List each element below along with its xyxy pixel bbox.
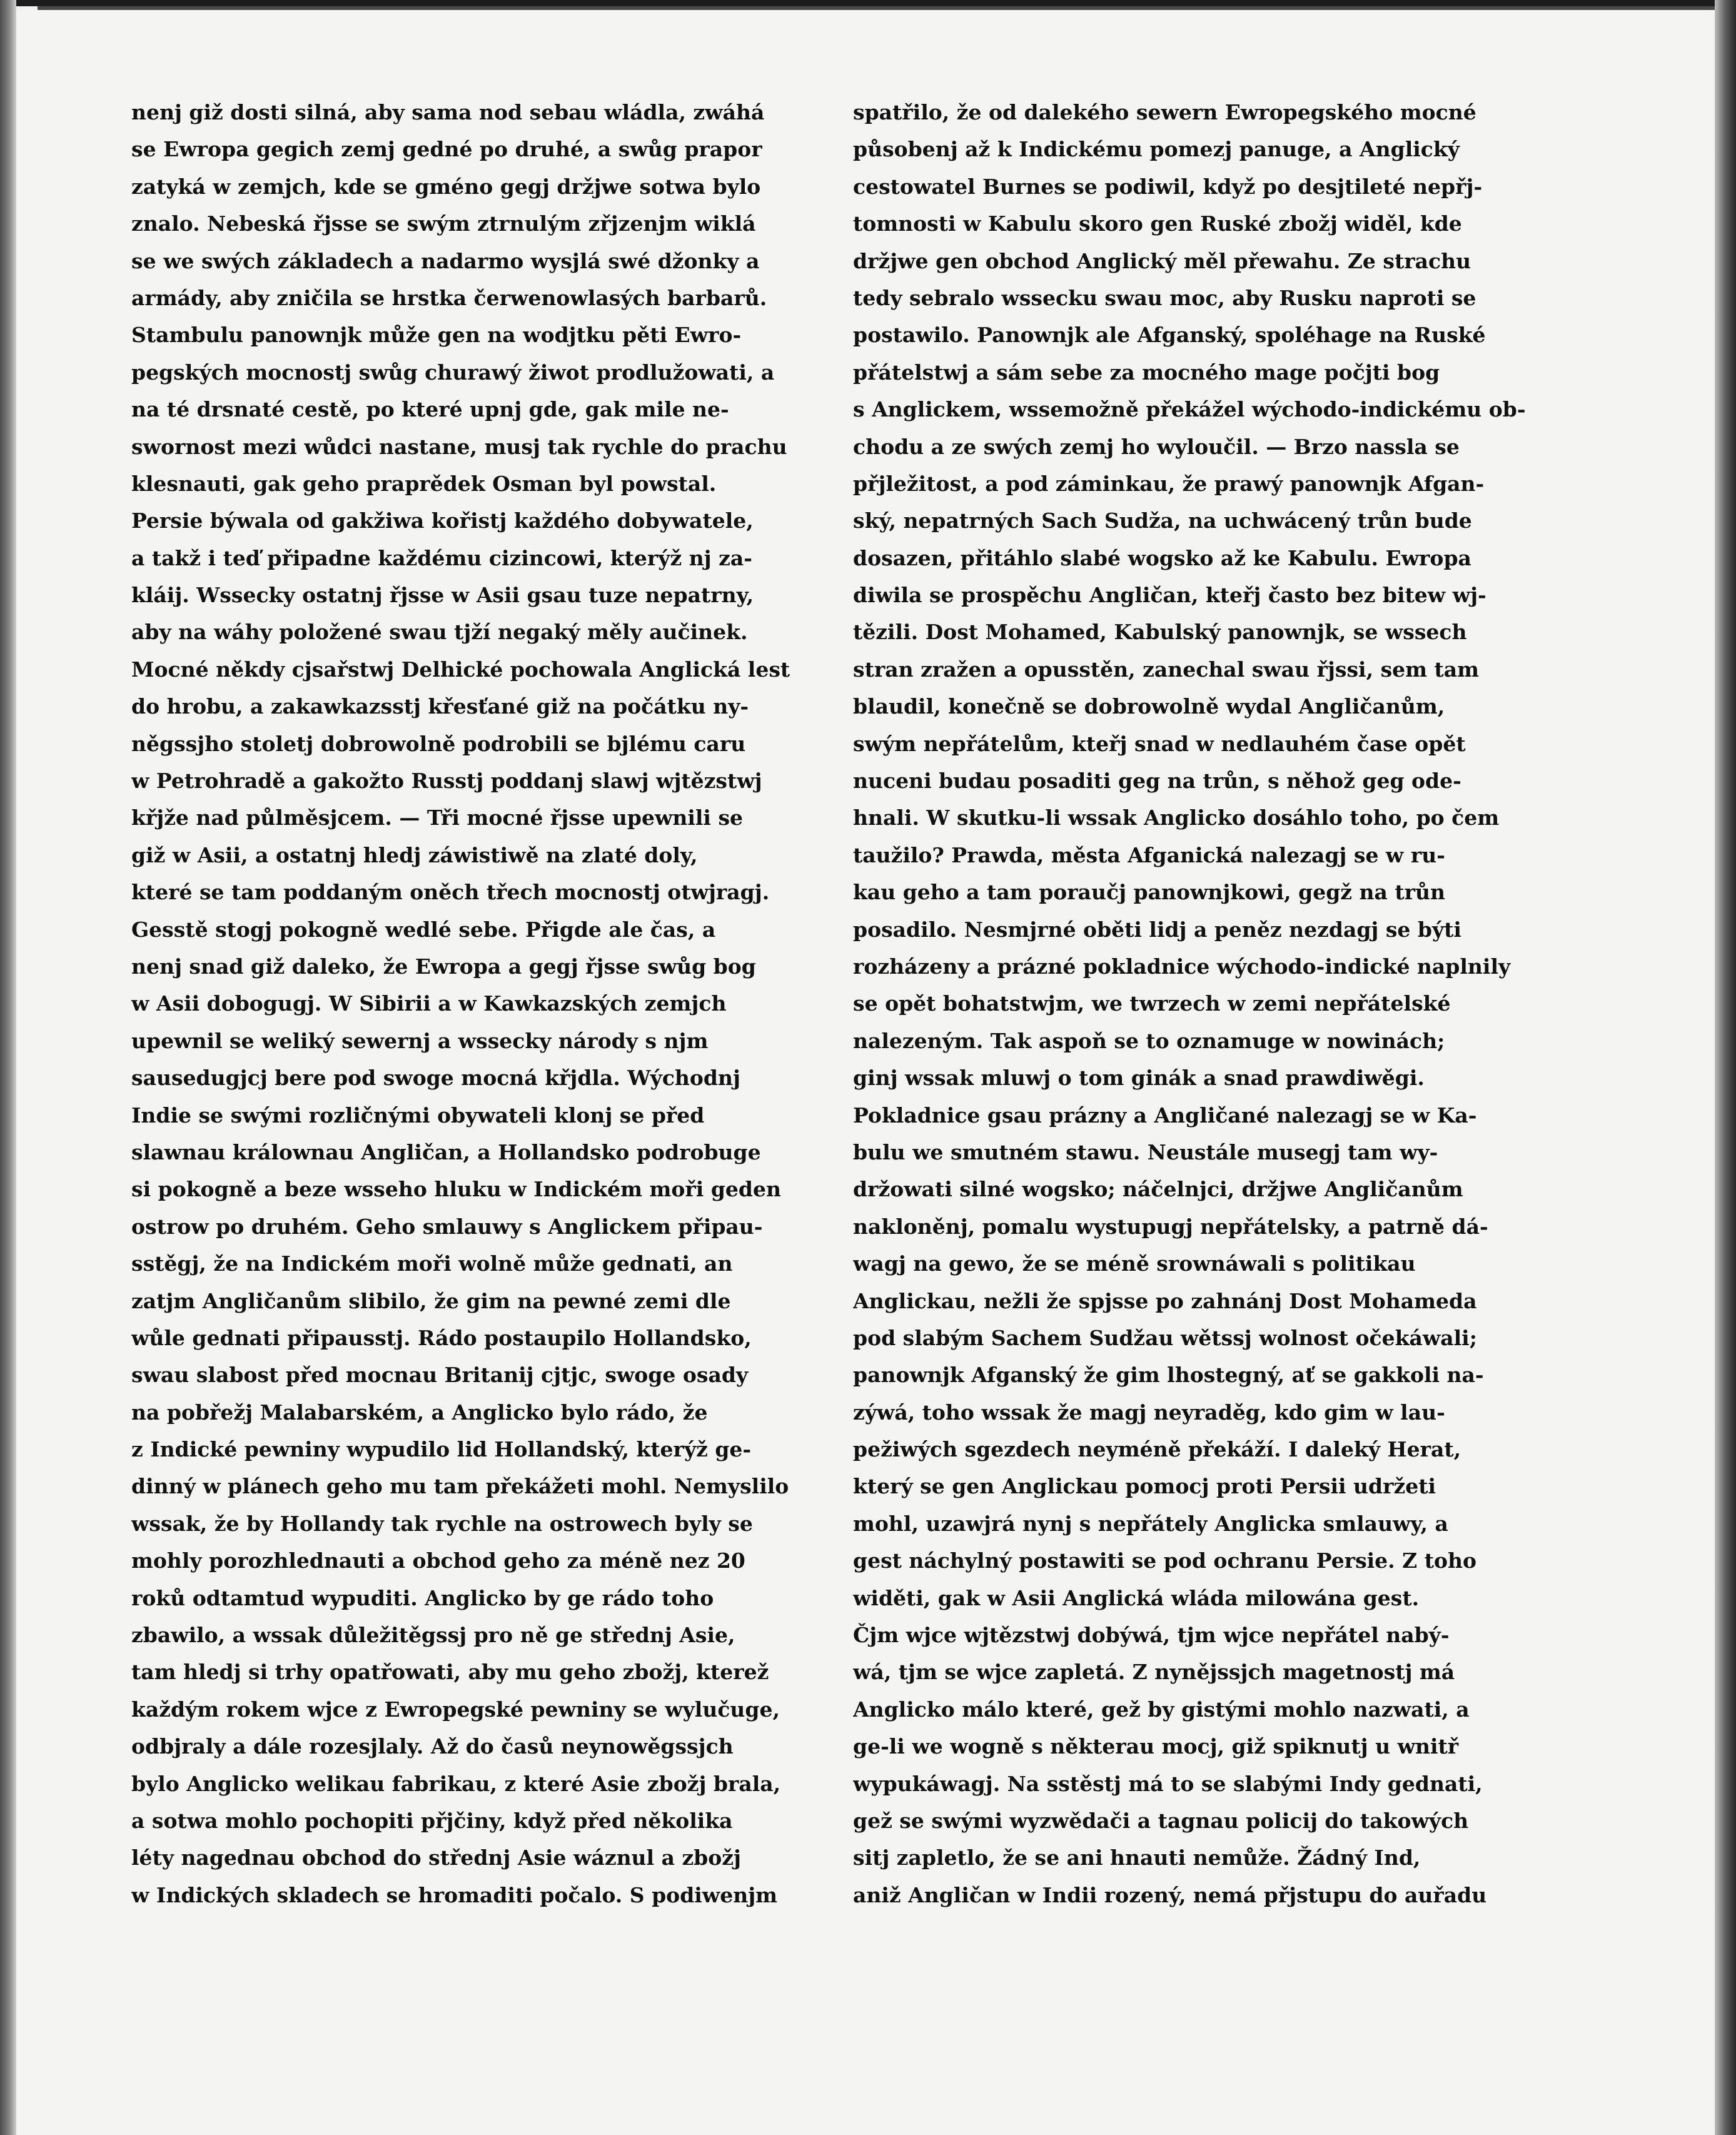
text-line: si pokogně a beze wsseho hluku w Indickém moři geden [131, 1177, 781, 1202]
text-line: ginj wssak mluwj o tom ginák a snad prawdiwěgi. [853, 1066, 1425, 1091]
text-line: blaudil, konečně se dobrowolně wydal Angličanům, [853, 694, 1445, 719]
text-line: gež se swými wyzwědači a tagnau policij do takowých [853, 1808, 1469, 1833]
text-line: se Ewropa gegich zemj gedné po druhé, a swůg prapor [131, 137, 762, 162]
text-line: zatyká w zemjch, kde se gméno gegj držjwe sotwa bylo [131, 174, 761, 199]
text-line: taužilo? Prawda, města Afganická nalezagj se w ru- [853, 842, 1445, 867]
text-line: do hrobu, a zakawkazsstj křesťané giž na počátku ny- [131, 694, 749, 719]
text-line: a sotwa mohlo pochopiti přjčiny, když před několika [131, 1808, 733, 1833]
text-line: ostrow po druhém. Geho smlauwy s Anglickem připau- [131, 1214, 763, 1239]
text-line: zatjm Angličanům slibilo, že gim na pewné zemi dle [131, 1288, 731, 1313]
text-line: nakloněnj, pomalu wystupugj nepřátelsky, a patrně dá- [853, 1214, 1488, 1239]
text-line: Persie býwala od gakžiwa kořistj každého dobywatele, [131, 508, 754, 533]
text-line: nuceni budau posaditi geg na trůn, s něhož geg ode- [853, 769, 1461, 794]
text-line: aby na wáhy položené swau tjží negaký měly aučinek. [131, 620, 748, 645]
text-line: držowati silné wogsko; náčelnjci, držjwe Angličanům [853, 1177, 1463, 1202]
text-line: w Indických skladech se hromaditi počalo. S podiwenjm [131, 1882, 778, 1907]
text-line: bylo Anglicko welikau fabrikau, z které Asie zbožj brala, [131, 1771, 781, 1796]
text-line: sausedugjcj bere pod swoge mocná křjdla. Wýchodnj [131, 1066, 740, 1091]
text-line: nenj giž dosti silná, aby sama nod sebau wládla, zwáhá [131, 100, 765, 124]
right-text-column [853, 94, 1532, 1914]
text-line: stran zražen a opusstěn, zanechal swau řjssi, sem tam [853, 657, 1480, 682]
text-line: křjže nad půlměsjcem. — Tři mocné řjsse upewnili se [131, 805, 744, 830]
text-line: tedy sebralo wssecku swau moc, aby Rusku naproti se [853, 285, 1476, 310]
text-line: posadilo. Nesmjrné oběti lidj a peněz nezdagj se býti [853, 917, 1461, 942]
text-line: přátelstwj a sám sebe za mocného mage počjti bog [853, 360, 1440, 385]
text-line: mohl, uzawjrá nynj s nepřátely Anglicka smlauwy, a [853, 1511, 1448, 1536]
text-line: ský, nepatrných Sach Sudža, na uchwácený trůn bude [853, 508, 1472, 533]
text-line: přjležitost, a pod záminkau, že prawý panownjk Afgan- [853, 471, 1485, 496]
text-line: chodu a ze swých zemj ho wyloučil. — Brzo nassla se [853, 434, 1460, 459]
text-line: tam hledj si trhy opatřowati, aby mu geho zbožj, kterež [131, 1660, 769, 1685]
text-line: w Asii dobogugj. W Sibirii a w Kawkazských zemjch [131, 991, 727, 1016]
text-line: který se gen Anglickau pomocj proti Persii udržeti [853, 1474, 1436, 1499]
text-line: Indie se swými rozličnými obywateli klonj se před [131, 1103, 705, 1128]
text-line: bulu we smutném stawu. Neustále musegj tam wy- [853, 1139, 1438, 1164]
scan-top-edge [0, 0, 1736, 6]
text-line: wagj na gewo, že se méně srownáwali s politikau [853, 1251, 1416, 1276]
text-line: Anglicko málo které, gež by gistými mohlo nazwati, a [853, 1697, 1470, 1722]
text-line: každým rokem wjce z Ewropegské pewniny se wylučuge, [131, 1697, 780, 1722]
text-line: w Petrohradě a gakožto Russtj poddanj slawj wjtězstwj [131, 769, 762, 794]
text-line: znalo. Nebeská řjsse se swým ztrnulým zřjzenjm wiklá [131, 211, 756, 236]
text-line: zbawilo, a wssak důležitěgssj pro ně ge střednj Asie, [131, 1623, 735, 1648]
text-line: mohly porozhlednauti a obchod geho za méně nez 20 [131, 1548, 745, 1573]
text-line: armády, aby zničila se hrstka čerwenowlasých barbarů. [131, 285, 767, 310]
text-line: slawnau králownau Angličan, a Hollandsko podrobuge [131, 1139, 761, 1164]
text-line: kau geho a tam poraučj panownjkowi, gegž na trůn [853, 880, 1446, 905]
text-line: dinný w plánech geho mu tam překážeti mohl. Nemyslilo [131, 1474, 789, 1499]
text-line: dosazen, přitáhlo slabé wogsko až ke Kabulu. Ewropa [853, 545, 1471, 570]
text-line: pegských mocnostj swůg churawý žiwot prodlužowati, a [131, 360, 775, 385]
text-line: kláij. Wssecky ostatnj řjsse w Asii gsau tuze nepatrny, [131, 583, 754, 608]
text-line: působenj až k Indickému pomezj panuge, a Anglický [853, 137, 1460, 162]
text-line: hnali. W skutku-li wssak Anglicko dosáhlo toho, po čem [853, 805, 1500, 830]
scan-left-edge [0, 0, 16, 2135]
text-line: swornost mezi wůdci nastane, musj tak rychle do prachu [131, 434, 787, 459]
text-line: na té drsnaté cestě, po které upnj gde, gak mile ne- [131, 397, 729, 422]
text-line: držjwe gen obchod Anglický měl přewahu. Ze strachu [853, 248, 1471, 273]
text-line: cestowatel Burnes se podiwil, když po desjtileté nepřj- [853, 174, 1483, 199]
text-line: upewnil se weliký sewernj a wssecky národy s njm [131, 1028, 709, 1053]
text-line: aniž Angličan w Indii rozený, nemá přjstupu do auřadu [853, 1882, 1487, 1907]
text-line: widěti, gak w Asii Anglická wláda milowána gest. [853, 1585, 1420, 1610]
text-line: z Indické pewniny wypudilo lid Hollandský, kterýž ge- [131, 1437, 752, 1462]
text-line: které se tam poddaným oněch třech mocnostj otwjragj. [131, 880, 770, 905]
text-line: Čjm wjce wjtězstwj dobýwá, tjm wjce nepřátel nabý- [853, 1623, 1450, 1648]
text-line: Mocné někdy cjsařstwj Delhické pochowala Anglická lest [131, 657, 790, 682]
text-line: zýwá, toho wssak že magj neyraděg, kdo gim w lau- [853, 1400, 1445, 1425]
text-line: a takž i teď připadne každému cizincowi, kterýž nj za- [131, 545, 752, 570]
text-line: roků odtamtud wypuditi. Anglicko by ge rádo toho [131, 1585, 714, 1610]
text-line: se we swých základech a nadarmo wysjlá swé džonky a [131, 248, 760, 273]
text-line: Gesstě stogj pokogně wedlé sebe. Přigde ale čas, a [131, 917, 716, 942]
text-line: wůle gednati připausstj. Rádo postaupilo Hollandsko, [131, 1325, 752, 1350]
text-line: nenj snad giž daleko, že Ewropa a gegj řjsse swůg bog [131, 954, 756, 979]
text-line: na pobřežj Malabarském, a Anglicko bylo rádo, že [131, 1400, 708, 1425]
text-line: klesnauti, gak geho praprědek Osman byl powstal. [131, 471, 717, 496]
text-line: rozházeny a prázné pokladnice wýchodo-indické naplnily [853, 954, 1511, 979]
text-line: diwila se prospěchu Angličan, kteřj často bez bitew wj- [853, 583, 1486, 608]
text-line: swau slabost před mocnau Britanij cjtjc, swoge osady [131, 1363, 749, 1388]
text-line: odbjraly a dále rozesjlaly. Až do časů neynowěgssjch [131, 1734, 734, 1759]
text-line: wá, tjm se wjce zapletá. Z nynějssjch magetnostj má [853, 1660, 1455, 1685]
text-line: panownjk Afganský že gim lhostegný, ať se gakkoli na- [853, 1363, 1484, 1388]
text-line: swým nepřátelům, kteřj snad w nedlauhém čase opět [853, 731, 1466, 756]
scan-right-edge [1715, 0, 1736, 2135]
text-line: se opět bohatstwjm, we twrzech w zemi nepřátelské [853, 991, 1451, 1016]
text-line: postawilo. Panownjk ale Afganský, spoléhage na Ruské [853, 323, 1486, 348]
text-line: ge-li we wogně s některau mocj, giž spiknutj u wnitř [853, 1734, 1459, 1759]
text-line: spatřilo, že od dalekého sewern Ewropegského mocné [853, 100, 1476, 124]
text-line: léty nagednau obchod do střednj Asie wáznul a zbožj [131, 1845, 741, 1870]
text-line: Stambulu panownjk může gen na wodjtku pěti Ewro- [131, 323, 742, 348]
text-line: pežiwých sgezdech neyméně překáží. I daleký Herat, [853, 1437, 1461, 1462]
text-line: Pokladnice gsau prázny a Angličané nalezagj se w Ka- [853, 1103, 1477, 1128]
text-line: giž w Asii, a ostatnj hledj záwistiwě na zlaté doly, [131, 842, 698, 867]
left-text-column [131, 94, 810, 1914]
text-line: wypukáwagj. Na sstěstj má to se slabými Indy gednati, [853, 1771, 1483, 1796]
text-line: sitj zapletlo, že se ani hnauti nemůže. Žádný Ind, [853, 1845, 1421, 1870]
text-line: nalezeným. Tak aspoň se to oznamuge w nowinách; [853, 1028, 1445, 1053]
text-line: tězili. Dost Mohamed, Kabulský panownjk, se wssech [853, 620, 1467, 645]
text-line: něgssjho stoletj dobrowolně podrobili se bjlému caru [131, 731, 746, 756]
text-line: tomnosti w Kabulu skoro gen Ruské zbožj widěl, kde [853, 211, 1462, 236]
text-line: gest náchylný postawiti se pod ochranu Persie. Z toho [853, 1548, 1476, 1573]
text-line: sstěgj, že na Indickém moři wolně může gednati, an [131, 1251, 733, 1276]
text-line: Anglickau, nežli že spjsse po zahnánj Dost Mohameda [853, 1288, 1477, 1313]
text-line: wssak, že by Hollandy tak rychle na ostrowech byly se [131, 1511, 753, 1536]
text-line: pod slabým Sachem Sudžau wětssj wolnost očekáwali; [853, 1325, 1477, 1350]
text-line: s Anglickem, wssemožně překážel wýchodo-indickému ob- [853, 397, 1526, 422]
